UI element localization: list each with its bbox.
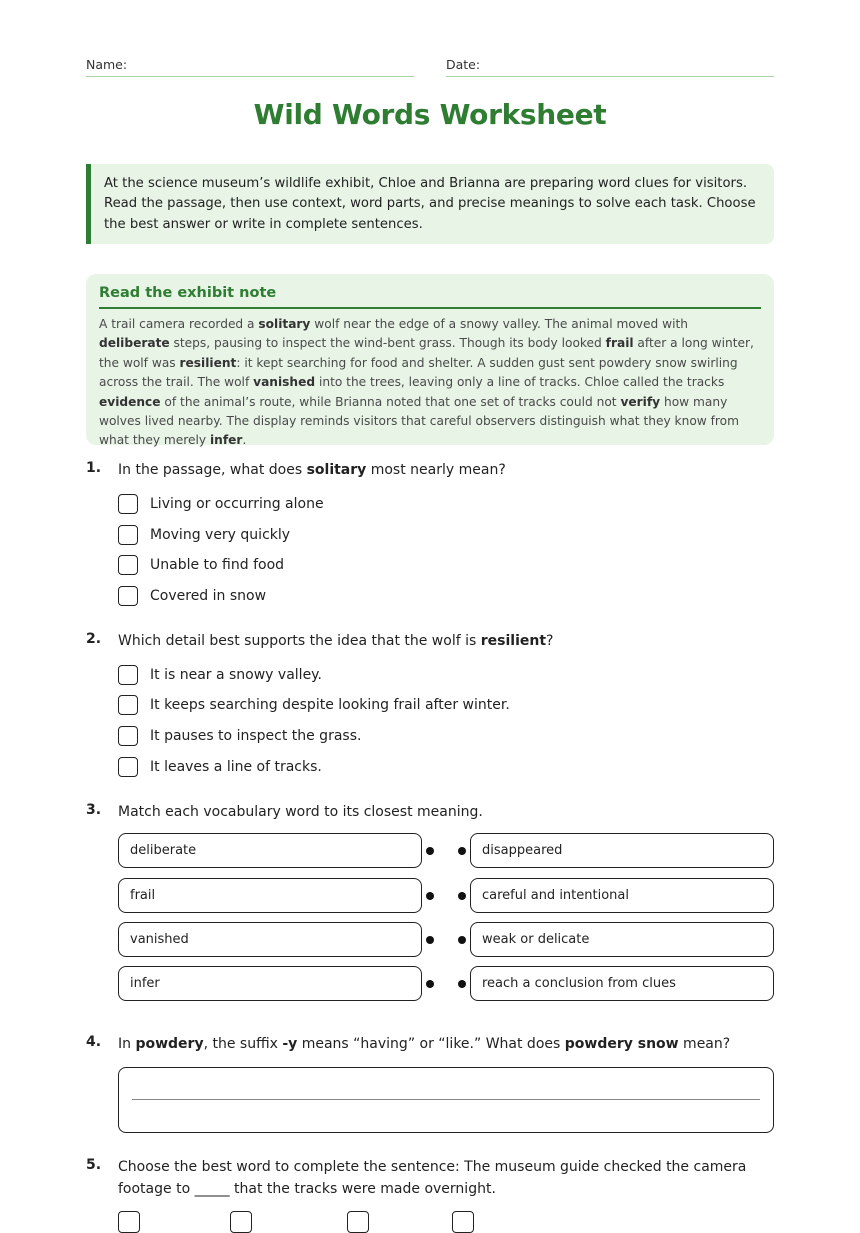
text-segment: Which detail best supports the idea that the wolf is xyxy=(118,633,481,649)
option-label: It pauses to inspect the grass. xyxy=(150,728,362,744)
match-meaning: disappeared xyxy=(482,843,563,858)
answer-box[interactable] xyxy=(118,1067,774,1133)
match-meaning-box[interactable] xyxy=(470,833,774,868)
text-segment: : it kept searching for food and shelter. A sudden gust sent powdery snow swirling across the trail. The wolf xyxy=(99,355,738,390)
match-dot-right[interactable] xyxy=(458,936,466,944)
page-title: Wild Words Worksheet xyxy=(253,98,607,131)
question-1-prompt xyxy=(118,459,774,481)
option-label: Living or occurring alone xyxy=(150,496,324,512)
checkbox[interactable] xyxy=(347,1211,369,1233)
exhibit-note-body xyxy=(99,315,761,451)
question-1-option[interactable] xyxy=(118,553,284,577)
text-segment: how many wolves lived nearby. The display reminds visitors that careful observers distinguish what they know from what they merely xyxy=(99,394,739,448)
match-meaning: careful and intentional xyxy=(482,888,629,903)
key-term: powdery xyxy=(135,1036,204,1052)
match-meaning-box[interactable] xyxy=(470,878,774,913)
match-meaning: weak or delicate xyxy=(482,932,590,947)
key-term: resilient xyxy=(480,633,547,649)
match-word: frail xyxy=(130,888,156,903)
key-term: solitary xyxy=(306,462,367,478)
checkbox[interactable] xyxy=(118,494,138,514)
key-term: verify xyxy=(620,394,661,409)
text-segment: after a long winter, the wolf was xyxy=(99,336,754,370)
date-field[interactable] xyxy=(446,54,774,77)
text-segment: means “having” or “like.” What does xyxy=(297,1036,565,1052)
checkbox[interactable] xyxy=(118,695,138,715)
text-segment: . xyxy=(242,433,247,448)
answer-line xyxy=(132,1099,760,1100)
key-term: infer xyxy=(210,433,243,448)
match-dot-left[interactable] xyxy=(426,980,434,988)
question-5-number: 5. xyxy=(86,1157,102,1173)
intro-callout: At the science museum’s wildlife exhibit, Chloe and Brianna are preparing word clues for visitors. Read the passage, then use context, word parts, and precise meanings to solve each task. Choose the best answer or write in complete sentences. xyxy=(86,164,774,244)
text-segment: most nearly mean? xyxy=(366,462,506,478)
text-segment: , the suffix xyxy=(203,1036,283,1052)
question-2-number: 2. xyxy=(86,631,102,647)
question-2-option[interactable] xyxy=(118,663,322,687)
name-field[interactable] xyxy=(86,54,414,77)
match-word-box[interactable] xyxy=(118,922,422,957)
question-4-prompt xyxy=(118,1033,774,1055)
exhibit-note xyxy=(86,274,774,448)
question-1-number: 1. xyxy=(86,460,102,476)
match-meaning-box[interactable] xyxy=(470,966,774,1001)
checkbox[interactable] xyxy=(118,726,138,746)
key-term: evidence xyxy=(99,394,161,409)
question-1-option[interactable] xyxy=(118,492,324,516)
exhibit-note-heading: Read the exhibit note xyxy=(99,285,761,309)
text-segment: of the animal’s route, while Brianna noted that one set of tracks could not xyxy=(160,394,621,409)
text-segment: wolf near the edge of a snowy valley. The animal moved with xyxy=(310,317,688,331)
text-segment: mean? xyxy=(678,1036,731,1052)
option-label: Moving very quickly xyxy=(150,527,291,543)
match-dot-left[interactable] xyxy=(426,936,434,944)
question-3-number: 3. xyxy=(86,802,102,818)
question-1-option[interactable] xyxy=(118,523,290,547)
key-term: solitary xyxy=(258,317,311,331)
match-dot-left[interactable] xyxy=(426,847,434,855)
text-segment: In xyxy=(118,1036,136,1052)
question-2-option[interactable] xyxy=(118,724,361,748)
match-word: deliberate xyxy=(130,843,197,858)
match-word-box[interactable] xyxy=(118,966,422,1001)
match-meaning: reach a conclusion from clues xyxy=(482,976,676,991)
match-dot-right[interactable] xyxy=(458,980,466,988)
key-term: resilient xyxy=(179,355,237,370)
text-segment: In the passage, what does xyxy=(118,462,307,478)
match-dot-right[interactable] xyxy=(458,847,466,855)
checkbox[interactable] xyxy=(118,665,138,685)
question-4-number: 4. xyxy=(86,1034,102,1050)
option-label: It is near a snowy valley. xyxy=(150,667,322,683)
name-label: Name: xyxy=(86,57,128,72)
checkbox[interactable] xyxy=(118,555,138,575)
text-segment: steps, pausing to inspect the wind-bent grass. Though its body looked xyxy=(169,336,606,351)
question-2-option[interactable] xyxy=(118,693,510,717)
question-3-prompt: Match each vocabulary word to its closest meaning. xyxy=(118,804,483,820)
checkbox[interactable] xyxy=(118,757,138,777)
checkbox[interactable] xyxy=(118,1211,140,1233)
key-term: frail xyxy=(605,336,634,351)
question-2-option[interactable] xyxy=(118,755,322,779)
question-1-option[interactable] xyxy=(118,584,266,608)
option-label: It leaves a line of tracks. xyxy=(150,759,322,775)
question-5-prompt: Choose the best word to complete the sentence: The museum guide checked the camera footage to _____ that the tracks were made overnight. xyxy=(118,1159,747,1197)
option-label: Covered in snow xyxy=(150,588,267,604)
option-label: Unable to find food xyxy=(150,557,285,573)
match-word-box[interactable] xyxy=(118,878,422,913)
checkbox[interactable] xyxy=(230,1211,252,1233)
key-term: deliberate xyxy=(99,336,170,351)
match-word: vanished xyxy=(130,932,189,947)
text-segment: A trail camera recorded a xyxy=(99,317,259,331)
match-dot-left[interactable] xyxy=(426,892,434,900)
checkbox[interactable] xyxy=(118,586,138,606)
question-2-prompt xyxy=(118,630,774,652)
match-meaning-box[interactable] xyxy=(470,922,774,957)
key-term: vanished xyxy=(253,375,316,390)
key-term: powdery snow xyxy=(564,1036,679,1052)
match-dot-right[interactable] xyxy=(458,892,466,900)
match-word-box[interactable] xyxy=(118,833,422,868)
option-label: It keeps searching despite looking frail after winter. xyxy=(150,697,510,713)
date-label: Date: xyxy=(446,57,481,72)
text-segment: ? xyxy=(546,633,554,649)
checkbox[interactable] xyxy=(118,525,138,545)
key-term: -y xyxy=(282,1036,298,1052)
checkbox[interactable] xyxy=(452,1211,474,1233)
text-segment: into the trees, leaving only a line of tracks. Chloe called the tracks xyxy=(315,375,725,390)
match-word: infer xyxy=(130,976,160,991)
